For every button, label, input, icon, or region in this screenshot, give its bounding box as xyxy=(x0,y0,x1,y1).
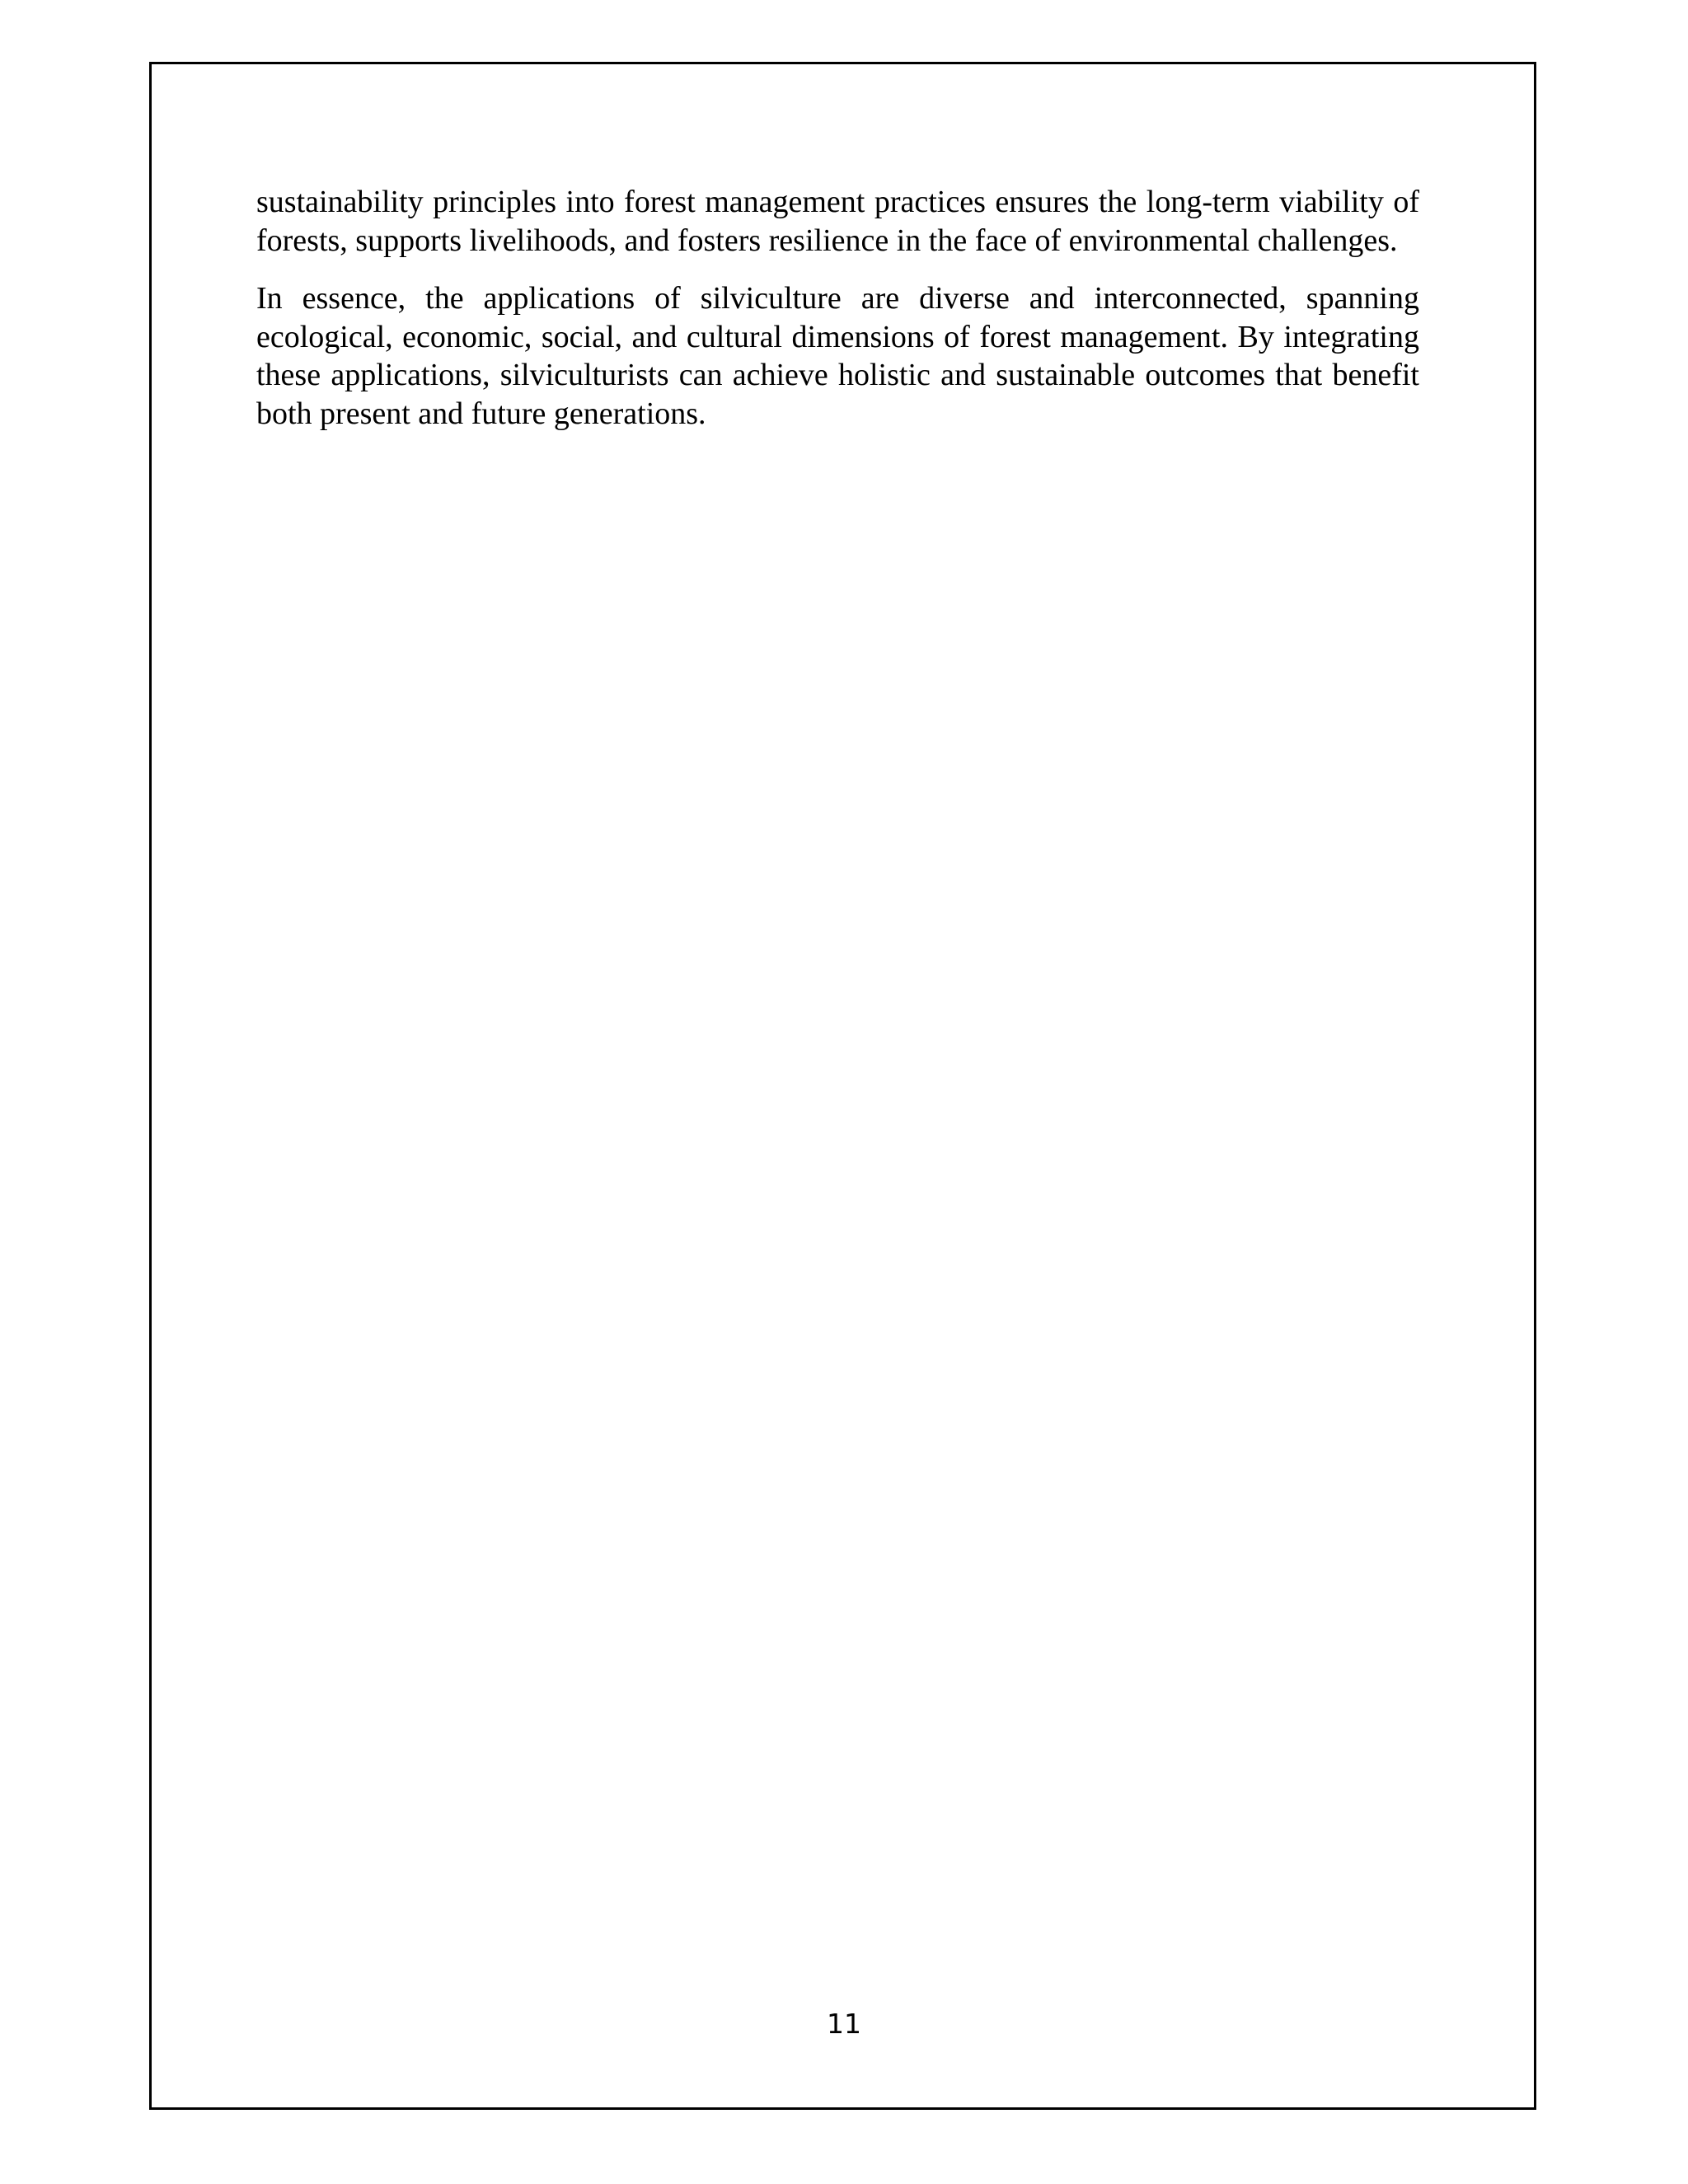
paragraph-2: In essence, the applications of silviculture are diverse and interconnected, spanning ecological, economic, social, and cultural dimensions of forest management. By integrating these applications, silviculturists can achieve holistic and sustainable outcomes that benefit both present and future generations. xyxy=(256,281,1419,431)
body-text xyxy=(256,183,1419,452)
paragraph-1: sustainability principles into forest management practices ensures the long-term viability of forests, supports livelihoods, and fosters resilience in the face of environmental challenges. xyxy=(256,185,1419,258)
page-number: 11 xyxy=(827,2008,861,2040)
